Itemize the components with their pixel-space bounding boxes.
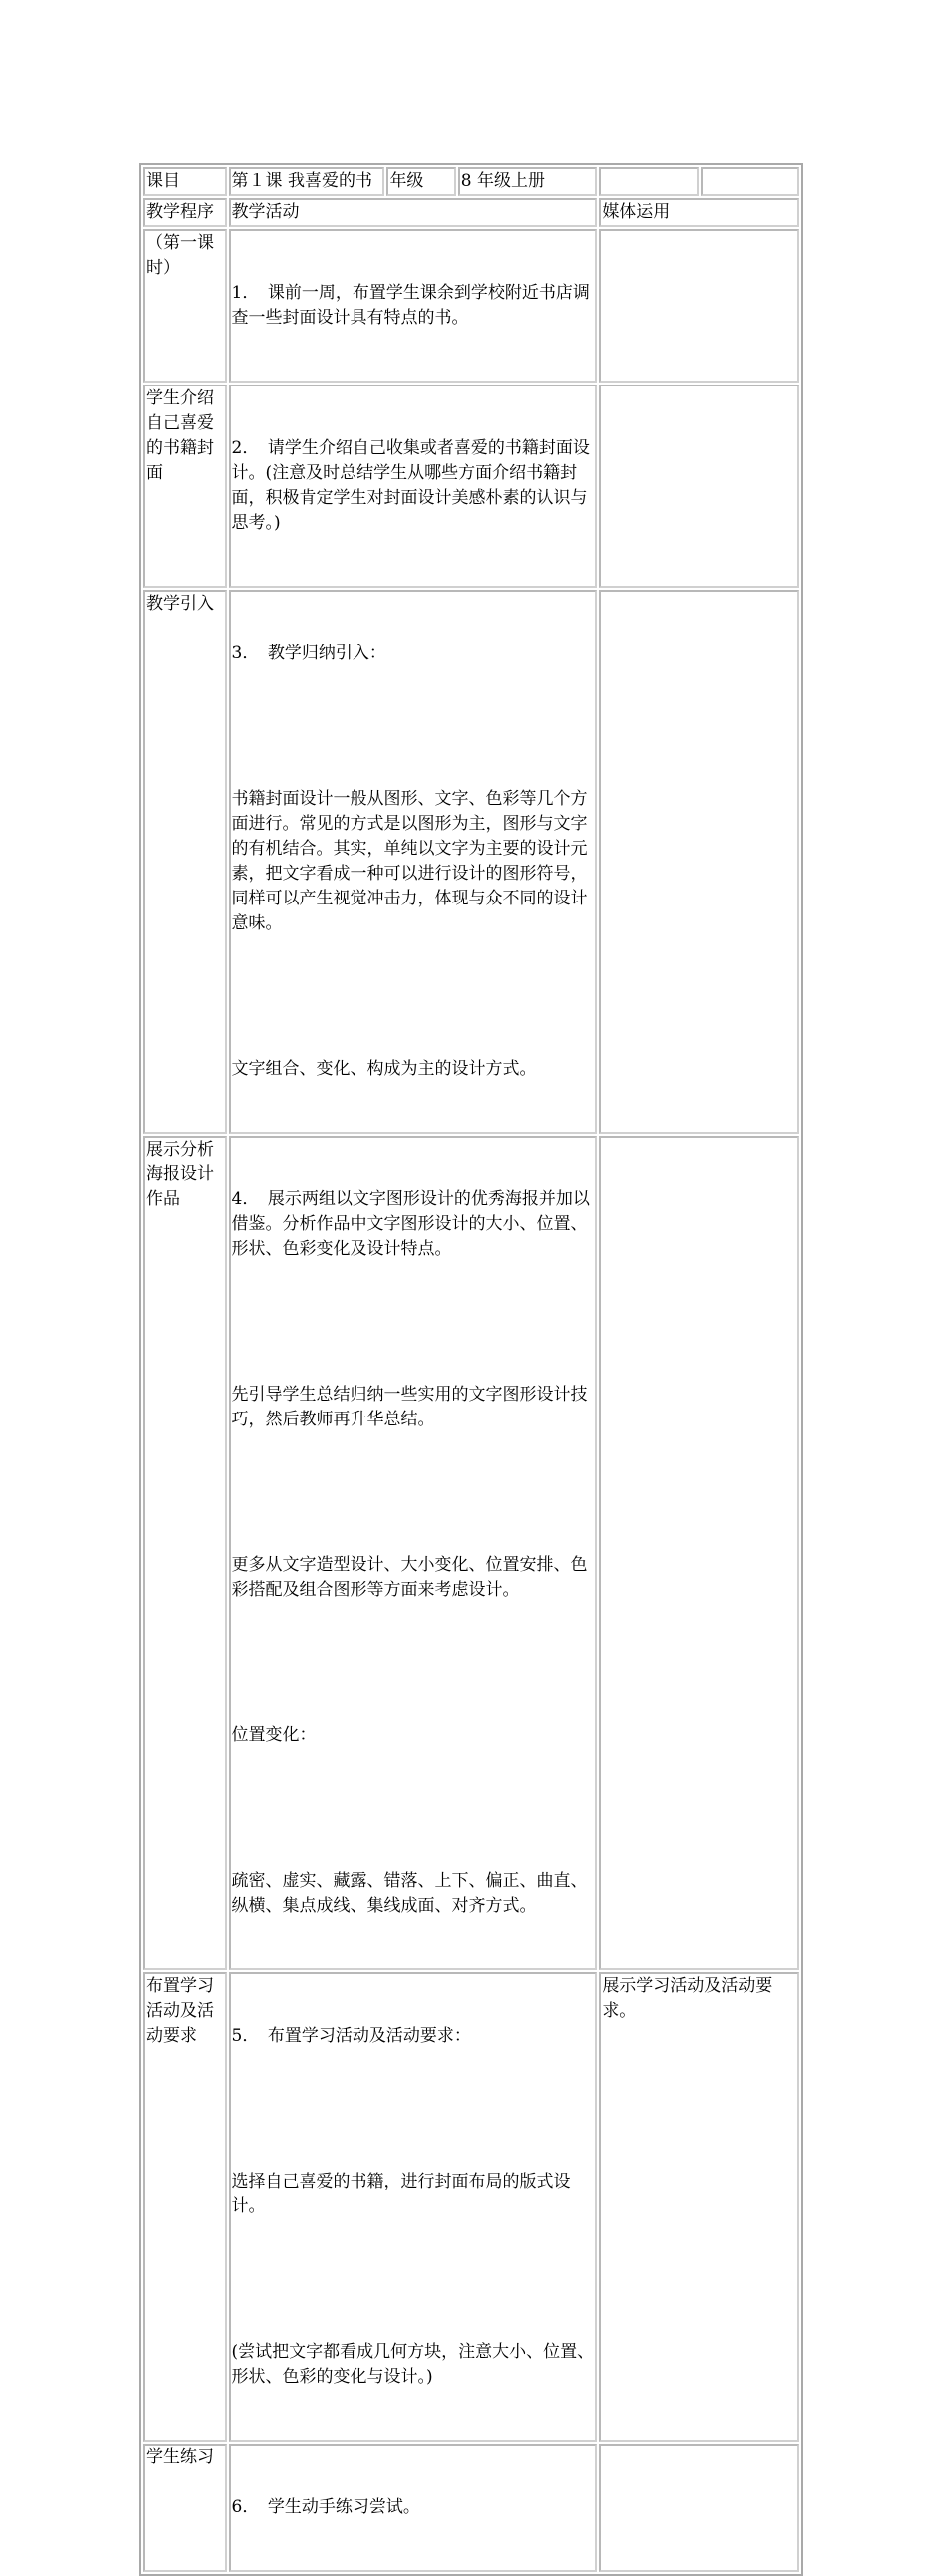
activity-paragraph: 5． 布置学习活动及活动要求： (231, 2026, 471, 2046)
activity-paragraph: 更多从文字造型设计、大小变化、位置安排、色彩搭配及组合图形等方面来考虑设计。 (231, 1555, 588, 1600)
media-cell (599, 590, 799, 1134)
media-cell: 展示学习活动及活动要求。 (599, 1972, 799, 2442)
procedure-cell: 学生介绍自己喜爱的书籍封面 (143, 385, 227, 588)
table-row (143, 2444, 799, 2572)
activity-cell (229, 2444, 598, 2572)
activity-paragraph: 位置变化： (231, 1725, 317, 1745)
media-cell (599, 2444, 799, 2572)
media-column-header: 媒体运用 (599, 198, 799, 227)
activity-paragraph: 3． 教学归纳引入： (231, 644, 386, 663)
activity-cell (229, 229, 598, 383)
procedure-cell: （第一课时） (143, 229, 227, 383)
media-cell (599, 229, 799, 383)
grade-label-cell: 年级 (386, 167, 455, 196)
empty-header-cell (701, 167, 799, 196)
table-row (143, 1972, 799, 2442)
table-row (143, 590, 799, 1134)
grade-value-cell: 8 年级上册 (458, 167, 598, 196)
lesson-title-cell: 第１课 我喜爱的书 (229, 167, 385, 196)
column-header-row (143, 198, 799, 227)
activity-paragraph: 1． 课前一周，布置学生课余到学校附近书店调查一些封面设计具有特点的书。 (231, 283, 590, 328)
activity-paragraph: (尝试把文字都看成几何方块，注意大小、位置、形状、色彩的变化与设计。) (231, 2342, 594, 2387)
lesson-plan-table (139, 163, 803, 2576)
media-cell (599, 385, 799, 588)
activity-paragraph: 6． 学生动手练习尝试。 (231, 2497, 420, 2517)
procedure-cell: 学生练习 (143, 2444, 227, 2572)
activity-column-header: 教学活动 (229, 198, 598, 227)
table-row (143, 1136, 799, 1970)
activity-paragraph: 先引导学生总结归纳一些实用的文字图形设计技巧，然后教师再升华总结。 (231, 1385, 588, 1429)
activity-paragraph: 2． 请学生介绍自己收集或者喜爱的书籍封面设计。(注意及时总结学生从哪些方面介绍书籍封面，积极肯定学生对封面设计美感朴素的认识与思考。) (231, 438, 590, 533)
header-row (143, 167, 799, 196)
activity-paragraph: 疏密、虚实、藏露、错落、上下、偏正、曲直、纵横、集点成线、集线成面、对齐方式。 (231, 1871, 588, 1916)
activity-paragraph: 4． 展示两组以文字图形设计的优秀海报并加以借鉴。分析作品中文字图形设计的大小、位置、形状、色彩变化及设计特点。 (231, 1189, 590, 1259)
activity-paragraph: 选择自己喜爱的书籍，进行封面布局的版式设计。 (231, 2172, 571, 2216)
activity-cell (229, 1972, 598, 2442)
procedure-cell: 布置学习活动及活动要求 (143, 1972, 227, 2442)
activity-cell (229, 1136, 598, 1970)
procedure-column-header: 教学程序 (143, 198, 227, 227)
activity-paragraph: 书籍封面设计一般从图形、文字、色彩等几个方面进行。常见的方式是以图形为主，图形与文字的有机结合。其实，单纯以文字为主要的设计元素，把文字看成一种可以进行设计的图形符号，同样可以产生视觉冲击力，体现与众不同的设计意味。 (231, 789, 588, 933)
activity-paragraph: 文字组合、变化、构成为主的设计方式。 (231, 1059, 537, 1079)
empty-header-cell (599, 167, 699, 196)
table-row (143, 229, 799, 383)
table-row (143, 385, 799, 588)
activity-cell (229, 590, 598, 1134)
activity-cell (229, 385, 598, 588)
procedure-cell: 展示分析海报设计作品 (143, 1136, 227, 1970)
procedure-cell: 教学引入 (143, 590, 227, 1134)
media-cell (599, 1136, 799, 1970)
subject-label-cell: 课目 (143, 167, 227, 196)
